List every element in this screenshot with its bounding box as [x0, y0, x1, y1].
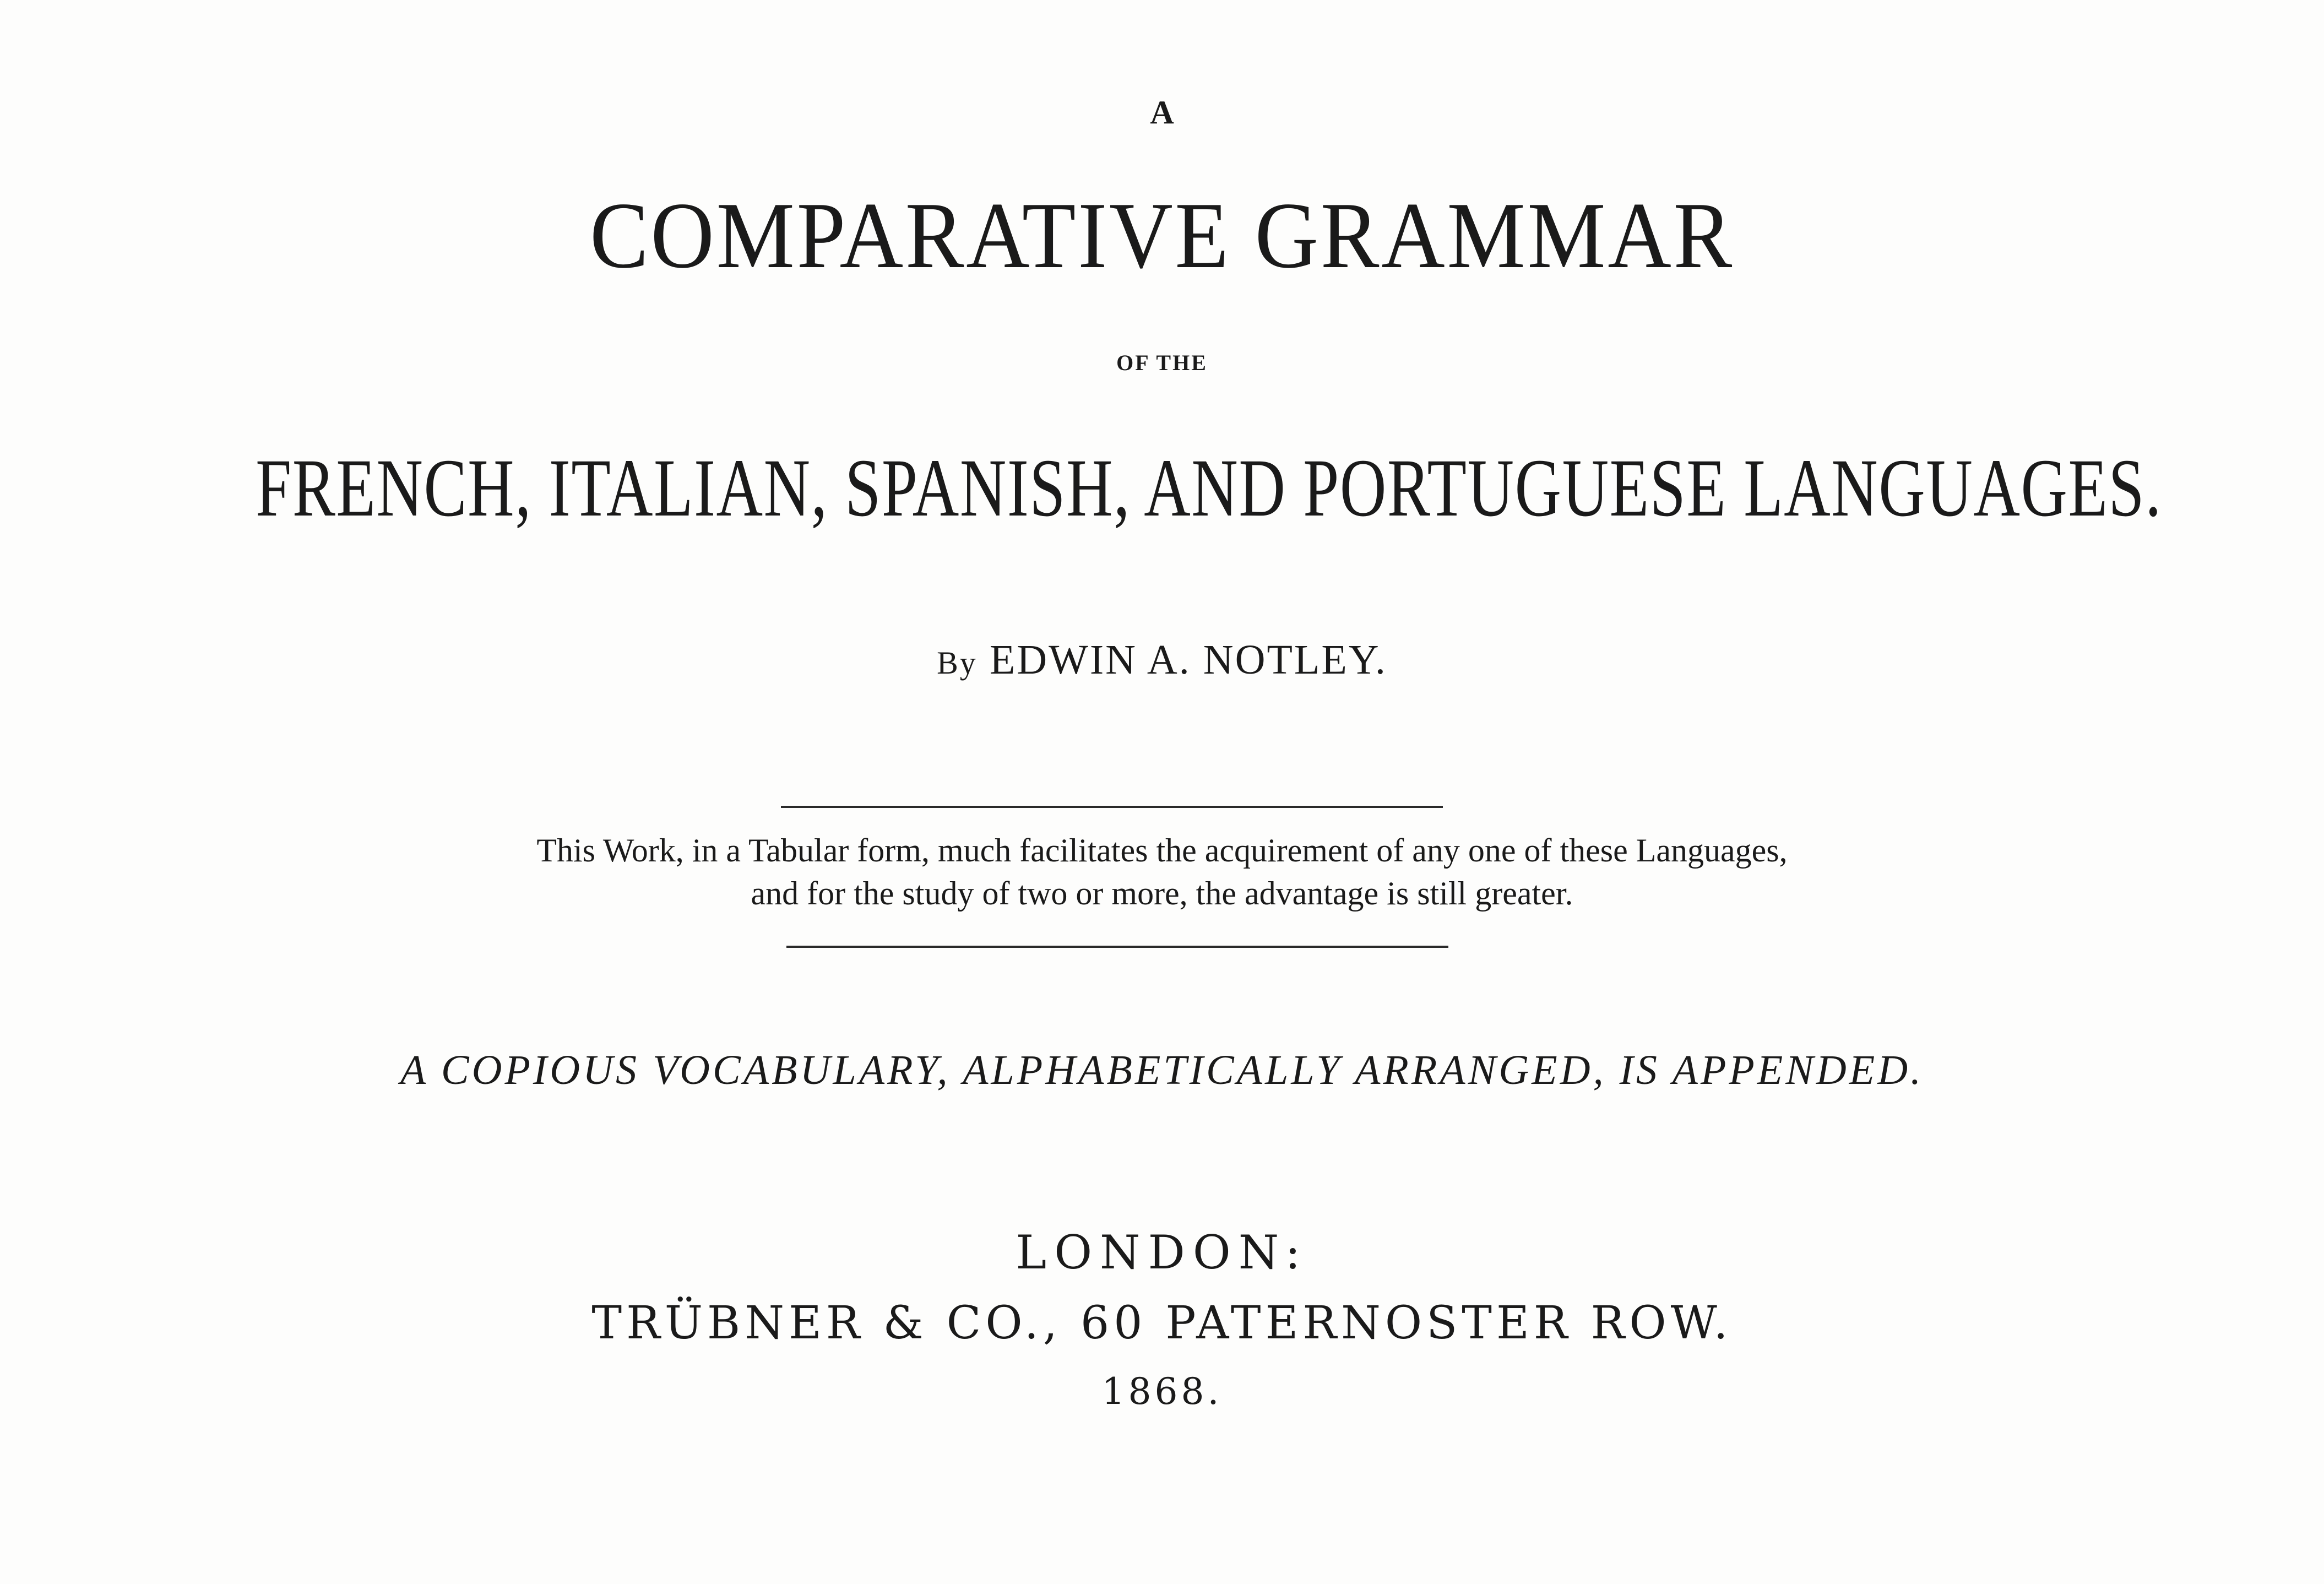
subtitle: FRENCH, ITALIAN, SPANISH, AND PORTUGUESE LANGUAGES. [256, 442, 2163, 534]
description-line-2: and for the study of two or more, the advantage is still greater. [751, 875, 1573, 912]
title-connector: OF THE [1116, 350, 1208, 375]
title-article: A [1150, 94, 1174, 131]
imprint-city: LONDON: [1016, 1225, 1308, 1279]
author-line [0, 636, 2324, 684]
author-name: EDWIN A. NOTLEY. [989, 637, 1387, 683]
author-prefix: By [937, 645, 978, 681]
imprint-publisher: TRÜBNER & CO., 60 PATERNOSTER ROW. [591, 1297, 1733, 1349]
imprint-year: 1868. [1101, 1370, 1223, 1413]
description [0, 829, 2324, 915]
divider-rule-top [781, 806, 1443, 808]
vocabulary-note: A COPIOUS VOCABULARY, ALPHABETICALLY ARRANGED, IS APPENDED. [400, 1047, 1924, 1093]
description-line-1: This Work, in a Tabular form, much facilitates the acquirement of any one of these Languages, [536, 832, 1788, 869]
main-title: COMPARATIVE GRAMMAR [590, 183, 1734, 288]
divider-rule-bottom [786, 946, 1448, 948]
